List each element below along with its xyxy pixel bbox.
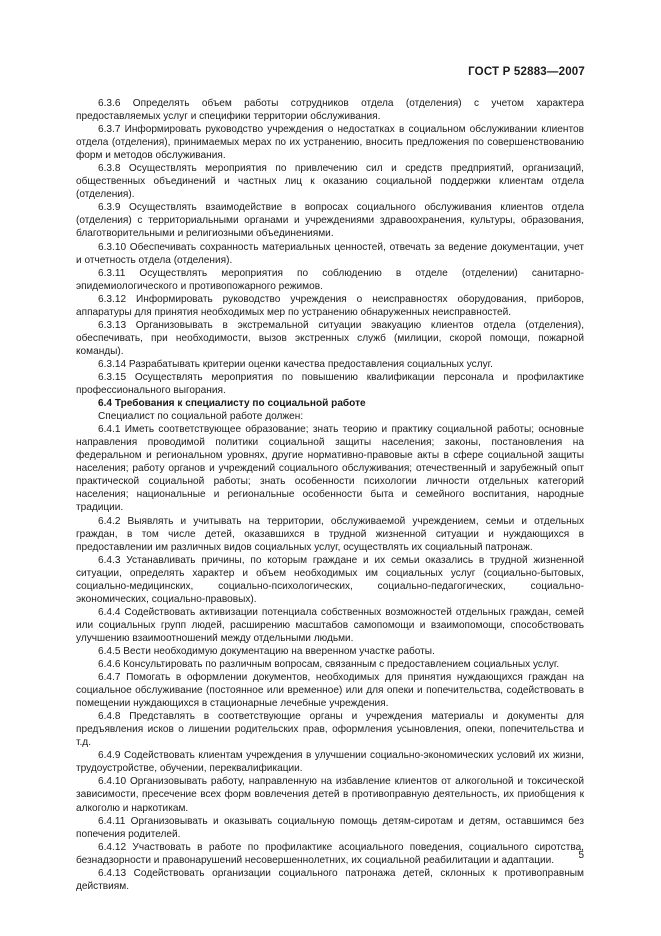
clause-6-3-13: 6.3.13 Организовывать в экстремальной ситуации эвакуацию клиентов отдела (отделения), обеспечивать, при необходимости, вызов экстренных служб (милиции, скорой помощи, пожарной команды). <box>76 319 584 357</box>
clause-6-4-9: 6.4.9 Содействовать клиентам учреждения в улучшении социально-экономических условий их жизни, трудоустройстве, обучении, переквалификации. <box>76 750 584 775</box>
clause-6-4-10: 6.4.10 Организовывать работу, направленную на избавление клиентов от алкогольной и токсической зависимости, пресечение всех форм вовлечения детей в противоправную деятельность, их приобщения к алкоголю и наркотикам. <box>76 776 584 814</box>
clause-6-4-13: 6.4.13 Содействовать организации социального патронажа детей, склонных к противоправным действиям. <box>76 867 584 892</box>
clause-6-3-11: 6.3.11 Осуществлять мероприятия по соблюдению в отделе (отделении) санитарно-эпидемиологического и противопожарного режимов. <box>76 267 584 292</box>
clause-6-3-15: 6.3.15 Осуществлять мероприятия по повышению квалификации персонала и профилактике профессионального выгорания. <box>76 371 584 397</box>
clause-6-3-12: 6.3.12 Информировать руководство учреждения о неисправностях оборудования, приборов, аппаратуры для принятия необходимых мер по устранению обнаруженных неисправностей. <box>76 293 584 318</box>
clause-6-4-11: 6.4.11 Организовывать и оказывать социальную помощь детям-сиротам и детям, оставшимся без попечения родителей. <box>76 815 584 840</box>
document-body <box>76 97 584 893</box>
clause-6-3-6: 6.3.6 Определять объем работы сотрудников отдела (отделения) с учетом характера предоставляемых услуг и специфики территории обслуживания. <box>76 98 584 123</box>
clause-6-4-12: 6.4.12 Участвовать в работе по профилактике асоциального поведения, социального сиротства, безнадзорности и правонарушений несовершеннолетних, их социальной реабилитации и адаптации. <box>76 841 584 866</box>
clause-6-4-4: 6.4.4 Содействовать активизации потенциала собственных возможностей отдельных граждан, семей или социальных групп людей, расширению масштабов самопомощи и взаимопомощи, способствовать улучшению взаимоотношений между отдельными людьми. <box>76 606 584 644</box>
clause-6-4-5: 6.4.5 Вести необходимую документацию на вверенном участке работы. <box>98 645 435 657</box>
section-intro: Специалист по социальной работе должен: <box>98 411 304 423</box>
clause-6-3-14: 6.3.14 Разрабатывать критерии оценки качества предоставления социальных услуг. <box>98 358 493 370</box>
document-code: ГОСТ Р 52883—2007 <box>468 66 585 78</box>
clause-6-4-7: 6.4.7 Помогать в оформлении документов, необходимых для принятия нуждающихся граждан на социальное обслуживание (постоянное или временное) или для опеки и попечительства, содействовать в помещении нуждающихся в стационарные лечебные учреждения. <box>76 672 584 710</box>
page-number: 5 <box>578 850 584 861</box>
clause-6-3-8: 6.3.8 Осуществлять мероприятия по привлечению сил и средств предприятий, организаций, общественных объединений и частных лиц к оказанию социальной поддержки клиентам отдела (отделения). <box>76 163 584 201</box>
clause-6-4-1: 6.4.1 Иметь соответствующее образование; знать теорию и практику социальной работы; основные направления проводимой политики социальной защиты населения; законы, постановления на федеральном и региональном уровнях, другие нормативно-правовые акты в сфере социальной защиты населения; работу органов и учреждений социального обслуживания; отечественный и зарубежный опыт практической социальной работы; знать особенности психологии личности отдельных категорий населения; национальные и региональные особенности быта и семейного воспитания, народные традиции. <box>76 424 584 514</box>
clause-6-4-8: 6.4.8 Представлять в соответствующие органы и учреждения материалы и документы для предъявления исков о лишении родительских прав, оформления усыновления, опеки, попечительства и т.д. <box>76 711 584 749</box>
clause-6-4-6: 6.4.6 Консультировать по различным вопросам, связанным с предоставлением социальных услуг. <box>98 659 560 671</box>
clause-6-3-10: 6.3.10 Обеспечивать сохранность материальных ценностей, отвечать за ведение документации, учет и отчетность отдела (отделения). <box>76 241 584 266</box>
clause-6-4-3: 6.4.3 Устанавливать причины, по которым граждане и их семьи оказались в трудной жизненной ситуации, определять характер и объем необходимых им социальных услуг (социально-бытовых, социально-медицинских, социально-психологических, социально-педагогических, социально-экономических, социально-правовых). <box>76 554 584 605</box>
section-heading-6-4: 6.4 Требования к специалисту по социальной работе <box>98 398 366 410</box>
clause-6-3-9: 6.3.9 Осуществлять взаимодействие в вопросах социального обслуживания клиентов отдела (отделения) с территориальными органами и учреждениями здравоохранения, культуры, образования, благотворительными и религиозными объединениями. <box>76 202 584 240</box>
clause-6-3-7: 6.3.7 Информировать руководство учреждения о недостатках в социальном обслуживании клиентов отдела (отделения), принимаемых мерах по их устранению, вносить предложения по совершенствованию форм и методов обслуживания. <box>76 124 584 162</box>
clause-6-4-2: 6.4.2 Выявлять и учитывать на территории, обслуживаемой учреждением, семьи и отдельных граждан, в том числе детей, оказавшихся в трудной жизненной ситуации и нуждающихся в предоставлении им различных видов социальных услуг, осуществлять их социальный патронаж. <box>76 515 584 553</box>
